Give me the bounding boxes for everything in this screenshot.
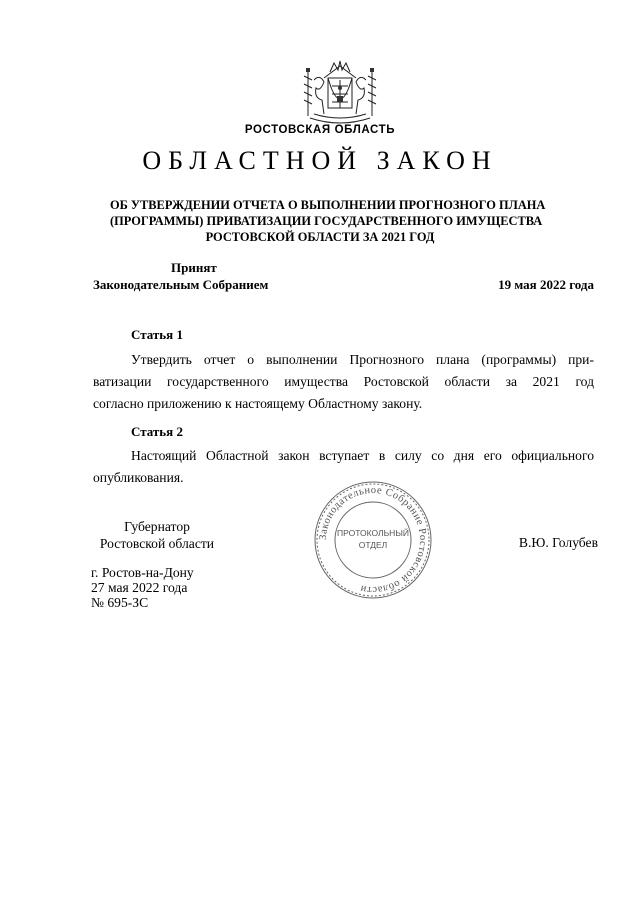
article-1-text xyxy=(93,349,594,415)
article-1-line: Утвердить отчет о выполнении Прогнозного плана (программы) при- xyxy=(131,352,594,367)
article-2-line: опубликования. xyxy=(93,470,184,485)
document-title xyxy=(110,197,546,245)
document-type: ОБЛАСТНОЙ ЗАКОН xyxy=(142,146,498,175)
article-2-line: Настоящий Областной закон вступает в силу со дня его официального xyxy=(131,448,594,463)
title-line: (ПРОГРАММЫ) ПРИВАТИЗАЦИИ ГОСУДАРСТВЕННОГО ИМУЩЕСТВА xyxy=(110,214,543,228)
coat-of-arms-icon xyxy=(300,58,380,126)
signatory-title xyxy=(91,518,223,552)
city: г. Ростов-на-Дону xyxy=(91,565,194,580)
law-number: № 695-ЗС xyxy=(91,595,149,610)
signatory-title-line: Губернатор xyxy=(124,519,190,534)
adoption-date: 19 мая 2022 года xyxy=(498,277,594,292)
seal-inner-line: ОТДЕЛ xyxy=(358,540,388,550)
title-line: ОБ УТВЕРЖДЕНИИ ОТЧЕТА О ВЫПОЛНЕНИИ ПРОГНОЗНОГО ПЛАНА xyxy=(110,198,546,212)
article-2-heading: Статья 2 xyxy=(131,424,183,439)
place-and-date xyxy=(91,565,194,610)
signatory-name: В.Ю. Голубев xyxy=(518,535,598,550)
title-line: РОСТОВСКОЙ ОБЛАСТИ ЗА 2021 ГОД xyxy=(205,230,435,244)
signatory-title-line: Ростовской области xyxy=(99,536,215,551)
seal-ring-text: Законодательное Собрание Ростовской области xyxy=(317,484,429,596)
article-1-line: ватизации государственного имущества Ростовской области за 2021 год xyxy=(93,374,594,389)
adopted-label: Принят xyxy=(171,260,217,275)
law-date: 27 мая 2022 года xyxy=(91,580,188,595)
article-1-line: согласно приложению к настоящему Областному закону. xyxy=(93,396,423,411)
seal-inner-line: ПРОТОКОЛЬНЫЙ xyxy=(337,528,409,538)
official-seal-icon xyxy=(311,478,435,602)
adopted-by: Законодательным Собранием xyxy=(93,277,269,292)
region-name: РОСТОВСКАЯ ОБЛАСТЬ xyxy=(244,124,396,136)
article-1-heading: Статья 1 xyxy=(131,327,183,342)
